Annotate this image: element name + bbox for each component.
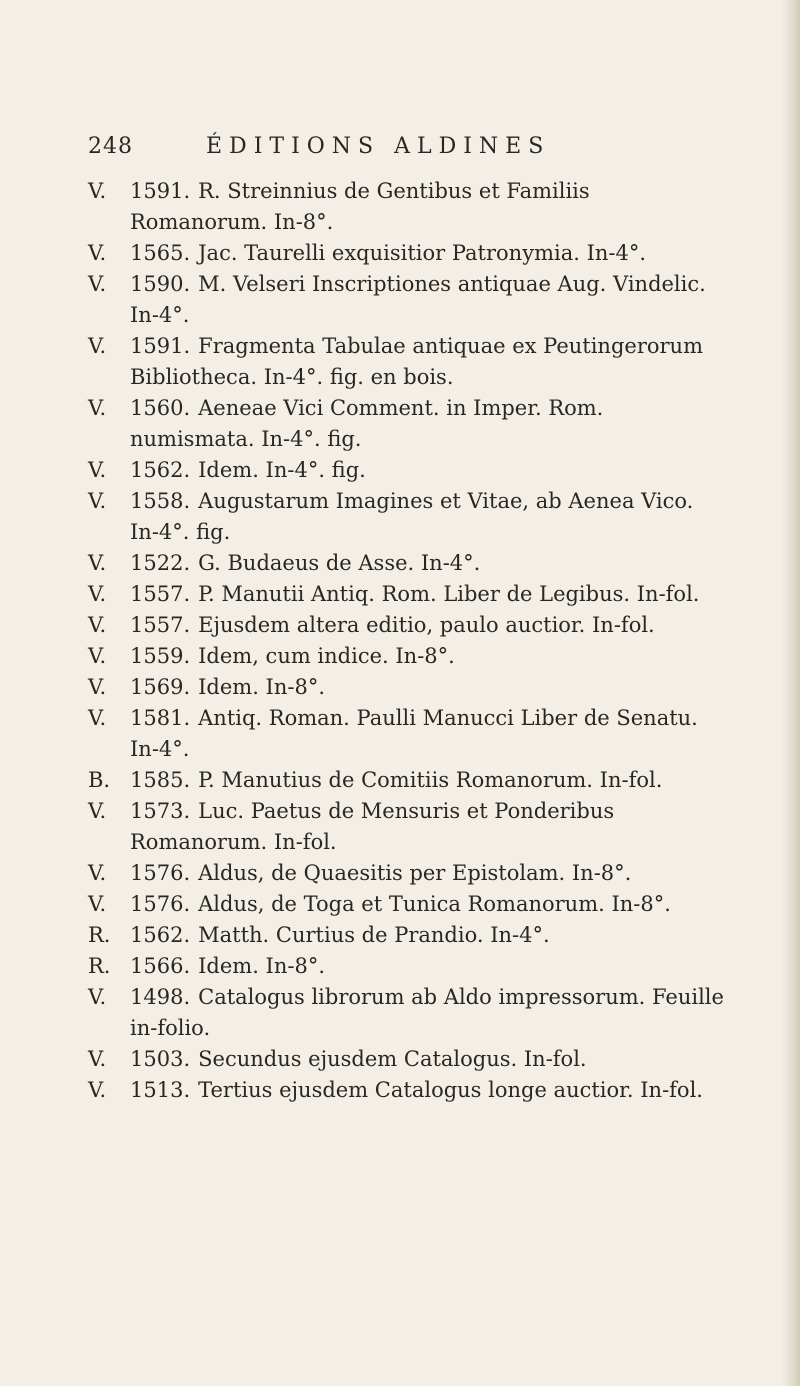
entry-text: Tertius ejusdem Catalogus longe auctior. In-fol. <box>198 1078 703 1102</box>
entry-year: 1562. <box>130 458 191 482</box>
entry-text: G. Budaeus de Asse. In-4°. <box>198 551 481 575</box>
entry-grade: R. <box>88 954 111 978</box>
entry-grade: V. <box>88 675 107 699</box>
catalog-entry <box>88 1044 728 1075</box>
entry-text: Augustarum Imagines et Vitae, ab Aenea Vico. In-4°. fig. <box>130 489 694 544</box>
entry-grade: V. <box>88 892 107 916</box>
entry-year: 1576. <box>130 861 191 885</box>
entry-text: Idem. In-4°. fig. <box>198 458 366 482</box>
catalog-entry <box>88 548 728 579</box>
entry-year: 1503. <box>130 1047 191 1071</box>
entry-grade: V. <box>88 272 107 296</box>
entry-grade: V. <box>88 985 107 1009</box>
catalog-entry <box>88 672 728 703</box>
catalog-entry <box>88 579 728 610</box>
entry-grade: V. <box>88 613 107 637</box>
entry-text: Idem, cum indice. In-8°. <box>198 644 455 668</box>
entry-year: 1558. <box>130 489 191 513</box>
catalog-entry <box>88 486 728 548</box>
entry-year: 1557. <box>130 582 191 606</box>
page-number: 248 <box>88 134 133 159</box>
catalog-entry-list <box>88 176 728 1106</box>
entry-grade: V. <box>88 1047 107 1071</box>
catalog-entry <box>88 269 728 331</box>
entry-year: 1513. <box>130 1078 191 1102</box>
entry-grade: V. <box>88 1078 107 1102</box>
entry-grade: V. <box>88 396 107 420</box>
entry-grade: V. <box>88 861 107 885</box>
entry-text: Matth. Curtius de Prandio. In-4°. <box>198 923 550 947</box>
entry-grade: V. <box>88 458 107 482</box>
entry-text: Fragmenta Tabulae antiquae ex Peutingerorum Bibliotheca. In-4°. fig. en bois. <box>130 334 703 389</box>
entry-year: 1557. <box>130 613 191 637</box>
entry-grade: V. <box>88 179 107 203</box>
entry-year: 1576. <box>130 892 191 916</box>
entry-year: 1560. <box>130 396 191 420</box>
catalog-entry <box>88 393 728 455</box>
entry-grade: V. <box>88 644 107 668</box>
entry-text: Antiq. Roman. Paulli Manucci Liber de Senatu. In-4°. <box>130 706 698 761</box>
catalog-entry <box>88 610 728 641</box>
entry-text: Jac. Taurelli exquisitior Patronymia. In-4°. <box>198 241 647 265</box>
entry-text: M. Velseri Inscriptiones antiquae Aug. Vindelic. In-4°. <box>130 272 706 327</box>
entry-text: R. Streinnius de Gentibus et Familiis Romanorum. In-8°. <box>130 179 590 234</box>
page-edge-shadow <box>782 0 800 1386</box>
entry-grade: R. <box>88 923 111 947</box>
entry-year: 1566. <box>130 954 191 978</box>
catalog-entry <box>88 331 728 393</box>
catalog-entry <box>88 889 728 920</box>
running-title: ÉDITIONS ALDINES <box>206 134 551 159</box>
entry-text: Idem. In-8°. <box>198 954 326 978</box>
catalog-entry <box>88 951 728 982</box>
entry-text: P. Manutius de Comitiis Romanorum. In-fol. <box>198 768 663 792</box>
page-header <box>88 134 608 174</box>
entry-text: Aeneae Vici Comment. in Imper. Rom. numismata. In-4°. fig. <box>130 396 604 451</box>
entry-text: Aldus, de Quaesitis per Epistolam. In-8°. <box>198 861 632 885</box>
catalog-entry <box>88 455 728 486</box>
entry-grade: V. <box>88 489 107 513</box>
entry-year: 1565. <box>130 241 191 265</box>
catalog-entry <box>88 641 728 672</box>
entry-grade: V. <box>88 582 107 606</box>
entry-text: P. Manutii Antiq. Rom. Liber de Legibus. In-fol. <box>198 582 700 606</box>
entry-grade: V. <box>88 241 107 265</box>
entry-grade: B. <box>88 768 111 792</box>
entry-year: 1562. <box>130 923 191 947</box>
entry-text: Ejusdem altera editio, paulo auctior. In-fol. <box>198 613 655 637</box>
entry-year: 1585. <box>130 768 191 792</box>
entry-grade: V. <box>88 334 107 358</box>
entry-text: Luc. Paetus de Mensuris et Ponderibus Romanorum. In-fol. <box>130 799 615 854</box>
entry-year: 1573. <box>130 799 191 823</box>
entry-grade: V. <box>88 706 107 730</box>
entry-year: 1591. <box>130 179 191 203</box>
catalog-entry <box>88 858 728 889</box>
entry-year: 1569. <box>130 675 191 699</box>
entry-text: Idem. In-8°. <box>198 675 326 699</box>
catalog-entry <box>88 765 728 796</box>
entry-year: 1591. <box>130 334 191 358</box>
catalog-entry <box>88 1075 728 1106</box>
catalog-entry <box>88 176 728 238</box>
entry-grade: V. <box>88 799 107 823</box>
entry-year: 1559. <box>130 644 191 668</box>
entry-year: 1581. <box>130 706 191 730</box>
catalog-entry <box>88 238 728 269</box>
catalog-entry <box>88 982 728 1044</box>
catalog-entry <box>88 703 728 765</box>
entry-grade: V. <box>88 551 107 575</box>
entry-year: 1522. <box>130 551 191 575</box>
entry-year: 1498. <box>130 985 191 1009</box>
catalog-entry <box>88 920 728 951</box>
catalog-entry <box>88 796 728 858</box>
entry-text: Aldus, de Toga et Tunica Romanorum. In-8°. <box>198 892 671 916</box>
entry-text: Secundus ejusdem Catalogus. In-fol. <box>198 1047 587 1071</box>
entry-text: Catalogus librorum ab Aldo impressorum. Feuille in-folio. <box>130 985 724 1040</box>
entry-year: 1590. <box>130 272 191 296</box>
